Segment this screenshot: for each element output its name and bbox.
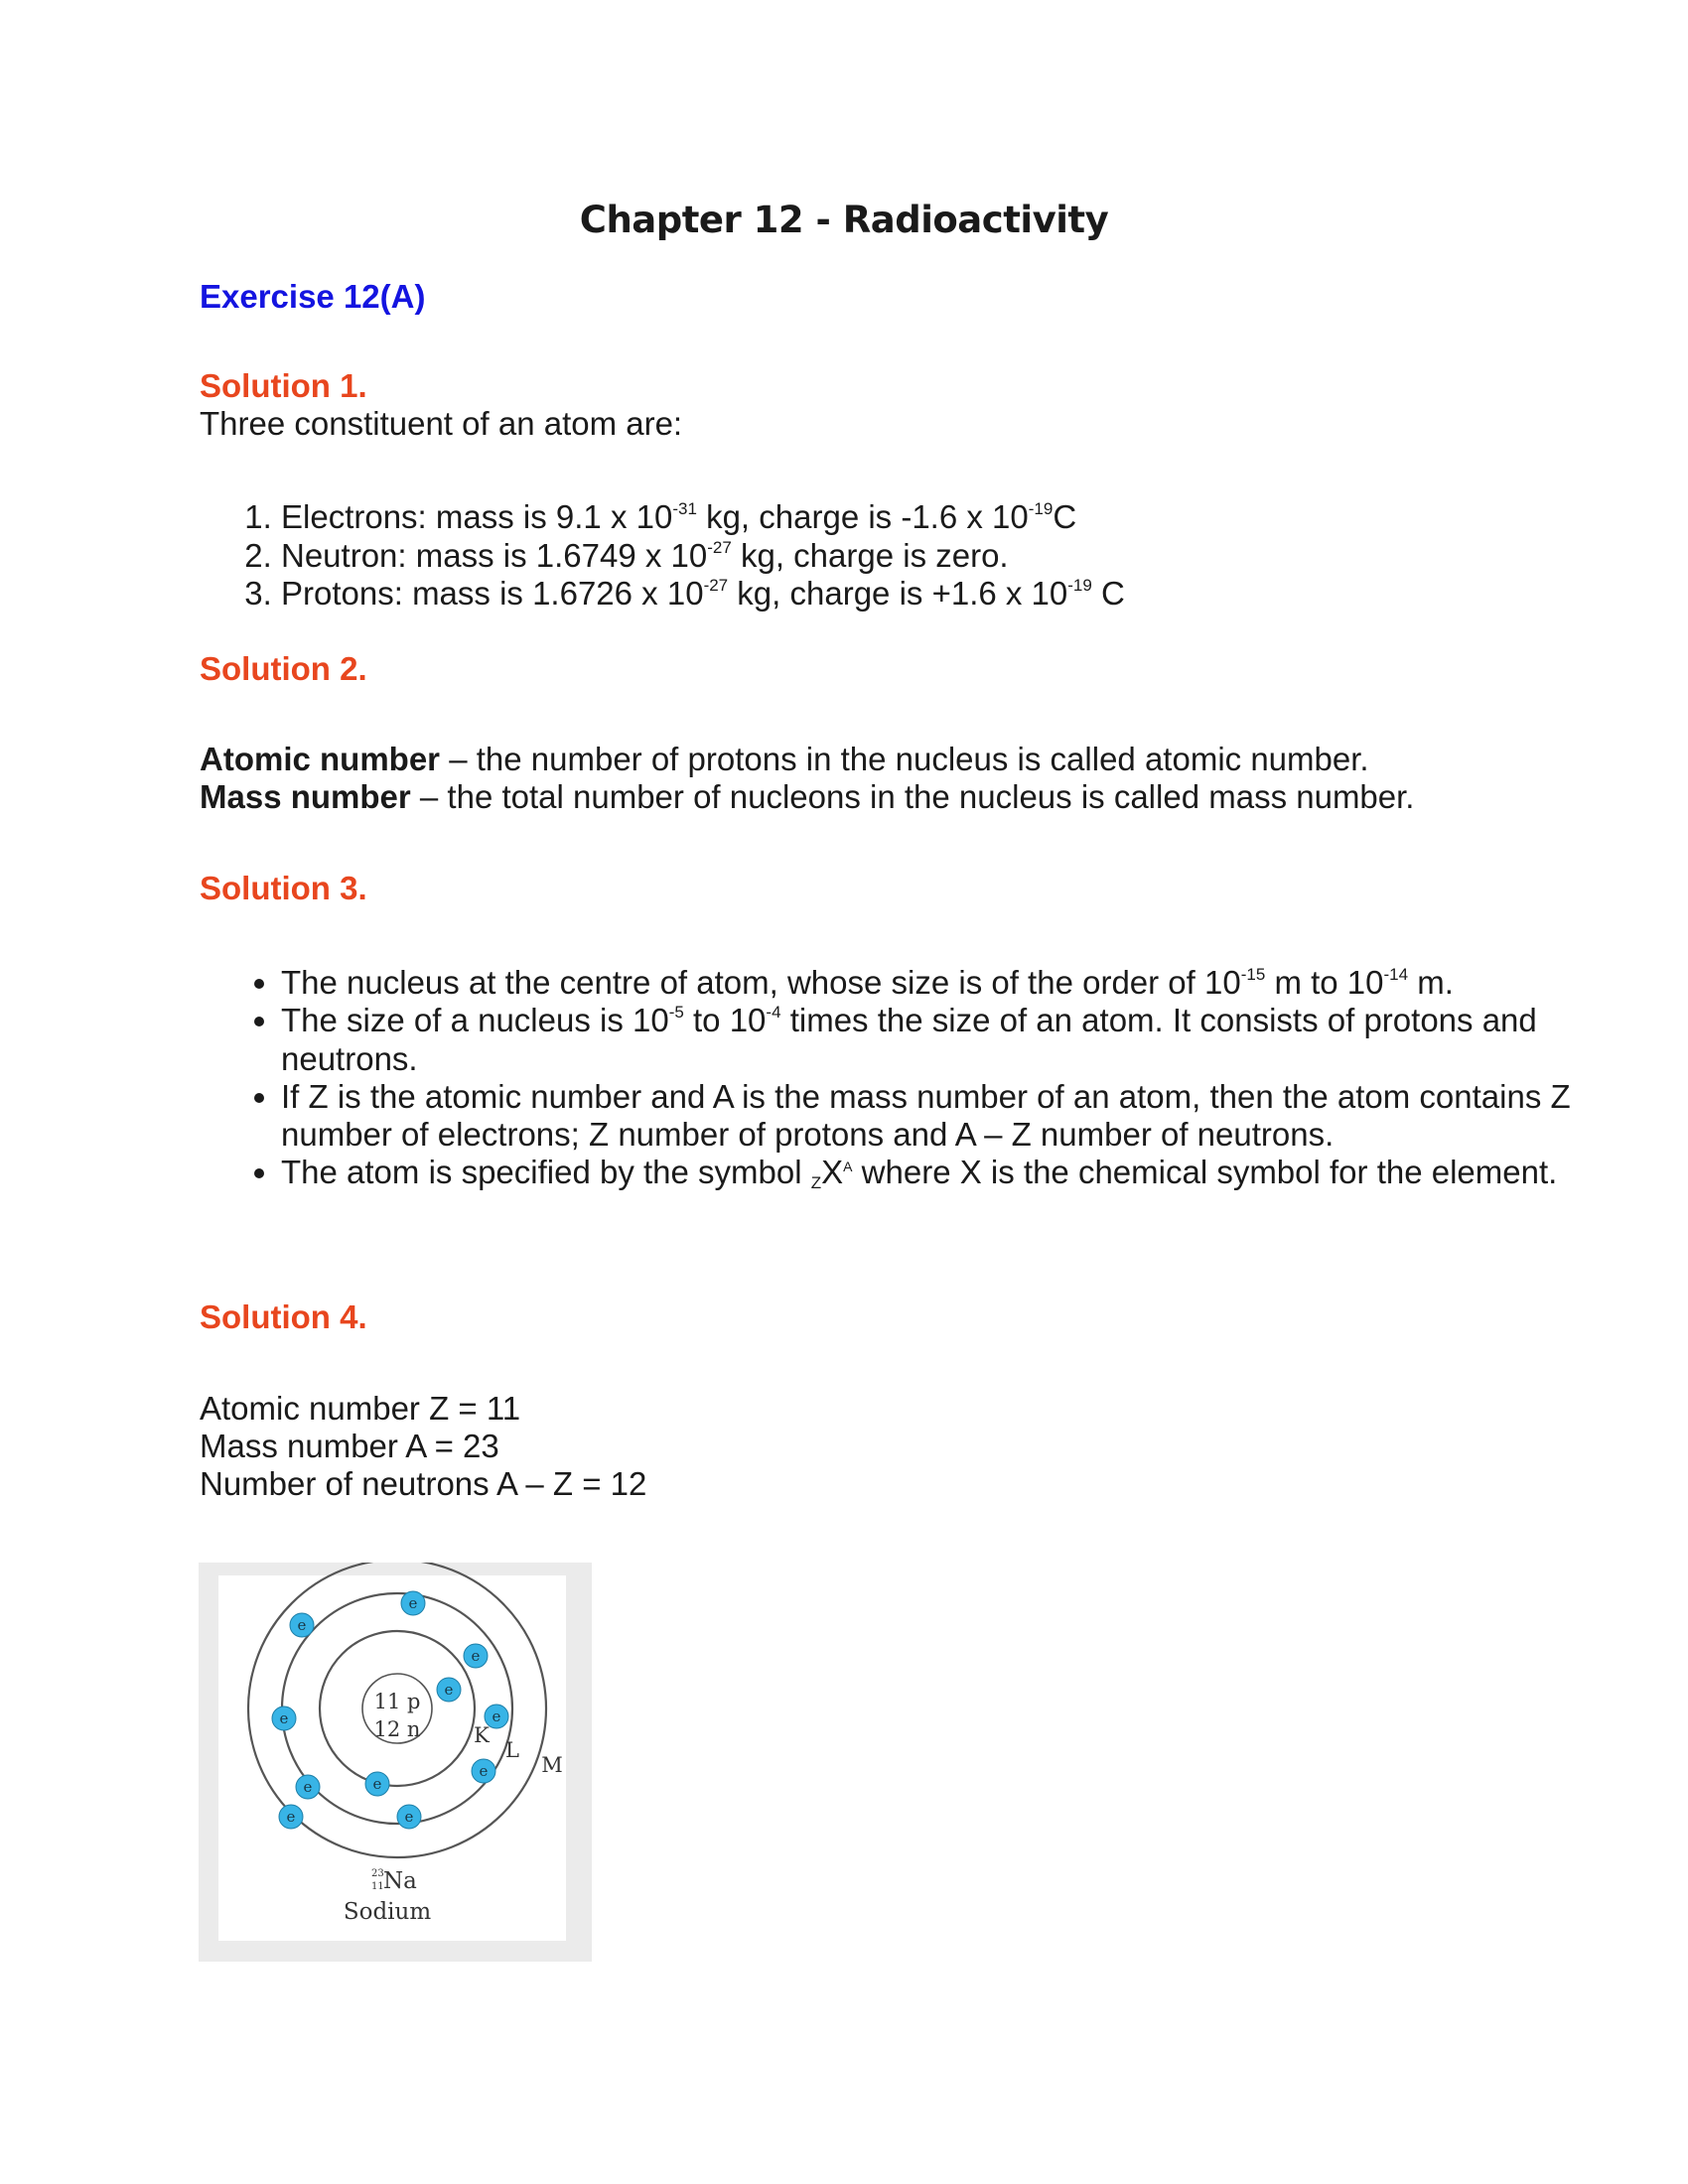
electron-label: e (471, 1647, 481, 1665)
exercise-heading: Exercise 12(A) (200, 278, 426, 315)
electron-label: e (303, 1778, 313, 1796)
electron-label: e (408, 1594, 418, 1612)
mass-number-definition: Mass number – the total number of nucleons in the nucleus is called mass number. (200, 778, 1415, 815)
electron (279, 1805, 303, 1829)
element-symbol: Na (383, 1868, 417, 1894)
list-item: • The nucleus at the centre of atom, whose size is of the order of $10^{-15}$ m to $10^{-14}$ m. (281, 964, 1572, 1002)
sodium-atom-figure (199, 1563, 592, 1962)
nucleus-protons: 11 p (373, 1690, 421, 1713)
list-item: • The atom is specified by the symbol $_ZX^A$ where X is the chemical symbol for the element. (281, 1154, 1572, 1191)
electron-label: e (444, 1681, 454, 1699)
solution-4-heading: Solution 4. (200, 1298, 367, 1335)
nucleus-neutrons: 12 n (373, 1717, 421, 1741)
symbol-mass-number: 23 (371, 1868, 384, 1879)
electron-label: e (297, 1616, 307, 1634)
solution-1-heading: Solution 1. (200, 367, 367, 404)
electron-label: e (479, 1762, 489, 1780)
electron (290, 1613, 314, 1637)
electron (401, 1591, 425, 1615)
electron (464, 1644, 488, 1668)
shell-m-label: M (541, 1753, 563, 1777)
electron (272, 1706, 296, 1730)
symbol-atomic-number: 11 (371, 1881, 384, 1892)
list-item-protons: 3. Protons: mass is 1.6726 x $10^{-27}$ kg, charge is +1.6 x $10^{-19}$ C (281, 575, 1572, 614)
electron (485, 1705, 508, 1728)
list-item: • If Z is the atomic number and A is the mass number of an atom, then the atom contains Z number of electrons; Z number of protons and A – Z number of neutrons. (281, 1078, 1572, 1155)
list-item: • The size of a nucleus is $10^{-5}$ to $10^{-4}$ times the size of an atom. It consists of protons and neutrons. (281, 1002, 1572, 1078)
electron-label: e (492, 1707, 501, 1725)
electron (296, 1775, 320, 1799)
atomic-number-line: Atomic number Z = 11 (200, 1390, 521, 1427)
nucleus-facts-list (200, 964, 1572, 1192)
electron-label: e (404, 1808, 414, 1826)
list-item-electrons: 1. Electrons: mass is 9.1 x $10^{-31}$ kg, charge is -1.6 x $10^{-19}C$ (281, 498, 1572, 537)
electron (437, 1678, 461, 1702)
atomic-number-definition: Atomic number – the number of protons in the nucleus is called atomic number. (200, 741, 1369, 777)
electron (397, 1805, 421, 1829)
electron (472, 1759, 495, 1783)
element-name: Sodium (343, 1899, 432, 1925)
atom-diagram (199, 1563, 592, 1962)
electron-label: e (372, 1775, 382, 1793)
solution-2-heading: Solution 2. (200, 650, 367, 687)
electron-label: e (286, 1808, 296, 1826)
page-title: Chapter 12 - Radioactivity (579, 199, 1109, 241)
constituents-list (200, 498, 1572, 614)
electron-label: e (279, 1709, 289, 1727)
shell-k-label: K (474, 1723, 490, 1747)
mass-number-line: Mass number A = 23 (200, 1428, 499, 1464)
neutrons-line: Number of neutrons A – Z = 12 (200, 1465, 647, 1502)
shell-l-label: L (505, 1738, 519, 1762)
list-item-neutron: 2. Neutron: mass is 1.6749 x $10^{-27}$ kg, charge is zero. (281, 537, 1572, 576)
solution-1-intro: Three constituent of an atom are: (200, 405, 683, 442)
solution-3-heading: Solution 3. (200, 870, 367, 906)
electron (365, 1772, 389, 1796)
